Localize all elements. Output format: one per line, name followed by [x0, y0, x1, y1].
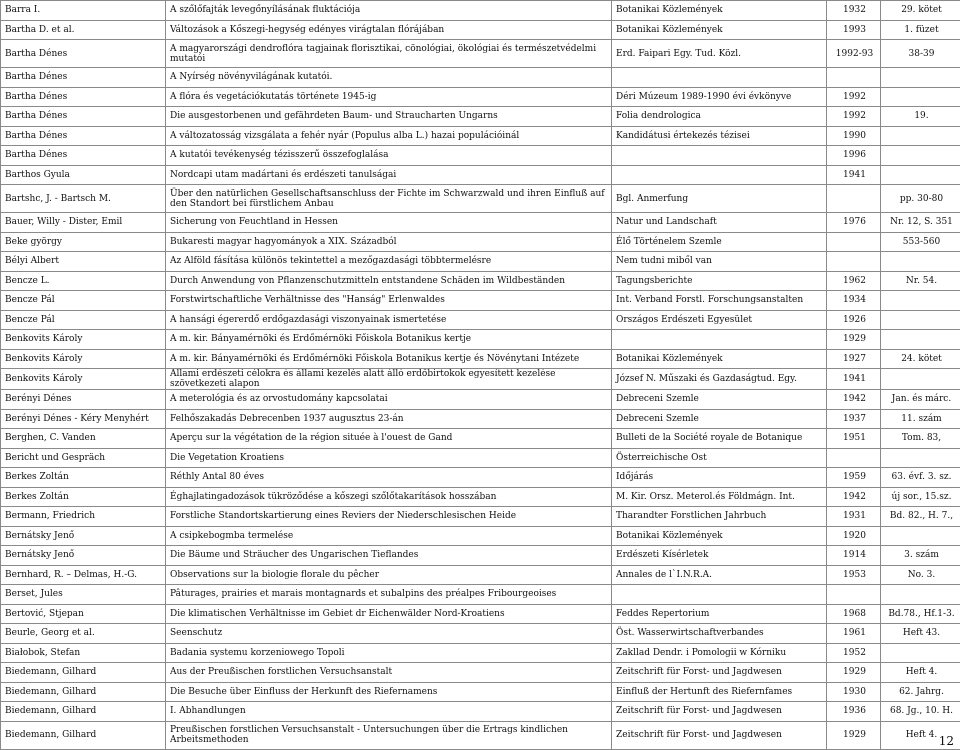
volume-cell: Bd.78., Hf.1-3. — [881, 604, 960, 624]
author-cell: Bartha D. et al. — [1, 20, 166, 40]
source-cell: Tagungsberichte — [612, 271, 827, 291]
source-cell: Botanikai Közlemények — [612, 349, 827, 369]
author-cell: Bartha Dénes — [1, 68, 166, 88]
volume-cell: 11. szám — [881, 409, 960, 429]
title-cell: Aperçu sur la végétation de la région située à l'ouest de Gand — [166, 429, 612, 449]
table-row — [1, 526, 960, 546]
volume-cell — [881, 310, 960, 330]
volume-cell — [881, 585, 960, 605]
title-cell: Die Besuche über Einfluss der Herkunft des Riefernamens — [166, 682, 612, 702]
year-cell: 1992-93 — [827, 40, 881, 68]
author-cell: Berényi Dénes — [1, 390, 166, 410]
table-row — [1, 107, 960, 127]
title-cell: Badania systemu korzeniowego Topoli — [166, 643, 612, 663]
table-row — [1, 643, 960, 663]
table-row — [1, 369, 960, 390]
volume-cell — [881, 87, 960, 107]
year-cell: 1936 — [827, 702, 881, 722]
title-cell: A csipkebogmba termelése — [166, 526, 612, 546]
year-cell: 1996 — [827, 146, 881, 166]
year-cell — [827, 185, 881, 213]
volume-cell — [881, 165, 960, 185]
author-cell: Bermann, Friedrich — [1, 507, 166, 527]
source-cell — [612, 146, 827, 166]
volume-cell: Nr. 54. — [881, 271, 960, 291]
table-row — [1, 390, 960, 410]
author-cell: Bartha Dénes — [1, 126, 166, 146]
volume-cell: Bd. 82., H. 7., — [881, 507, 960, 527]
table-row — [1, 682, 960, 702]
author-cell: Benkovits Károly — [1, 330, 166, 350]
table-row — [1, 330, 960, 350]
title-cell: Réthly Antal 80 éves — [166, 468, 612, 488]
title-cell: A változatosság vizsgálata a fehér nyár (Populus alba L.) hazai populációinál — [166, 126, 612, 146]
year-cell: 1932 — [827, 1, 881, 21]
author-cell: Berkes Zoltán — [1, 487, 166, 507]
source-cell — [612, 165, 827, 185]
author-cell: Bernhard, R. – Delmas, H.-G. — [1, 565, 166, 585]
year-cell: 1929 — [827, 663, 881, 683]
table-row — [1, 487, 960, 507]
table-row — [1, 146, 960, 166]
year-cell: 1929 — [827, 721, 881, 749]
volume-cell: Nr. 12, S. 351 — [881, 213, 960, 233]
title-cell: A kutatói tevékenység tézisszerű összefoglalása — [166, 146, 612, 166]
year-cell: 1951 — [827, 429, 881, 449]
title-cell: A m. kir. Bányamérnöki és Erdőmérnöki Főiskola Botanikus kertje és Növénytani Intézete — [166, 349, 612, 369]
source-cell: Debreceni Szemle — [612, 409, 827, 429]
year-cell: 1993 — [827, 20, 881, 40]
source-cell: Botanikai Közlemények — [612, 526, 827, 546]
author-cell: Białobok, Stefan — [1, 643, 166, 663]
volume-cell: új sor., 15.sz. — [881, 487, 960, 507]
year-cell: 1937 — [827, 409, 881, 429]
year-cell: 1992 — [827, 87, 881, 107]
year-cell: 1962 — [827, 271, 881, 291]
volume-cell — [881, 68, 960, 88]
author-cell: Berghen, C. Vanden — [1, 429, 166, 449]
title-cell: Die Vegetation Kroatiens — [166, 448, 612, 468]
title-cell: I. Abhandlungen — [166, 702, 612, 722]
volume-cell: 553-560 — [881, 232, 960, 252]
title-cell: A szőlőfajták levegőnyílásának fluktációja — [166, 1, 612, 21]
title-cell: Bukaresti magyar hagyományok a XIX. Századból — [166, 232, 612, 252]
volume-cell: 68. Jg., 10. H. — [881, 702, 960, 722]
year-cell: 1931 — [827, 507, 881, 527]
year-cell: 1941 — [827, 369, 881, 390]
author-cell: Benkovits Károly — [1, 349, 166, 369]
year-cell — [827, 585, 881, 605]
volume-cell: 3. szám — [881, 546, 960, 566]
volume-cell — [881, 126, 960, 146]
source-cell — [612, 330, 827, 350]
volume-cell: No. 3. — [881, 565, 960, 585]
table-row — [1, 604, 960, 624]
year-cell: 1990 — [827, 126, 881, 146]
title-cell: Pâturages, prairies et marais montagnards et subalpins des préalpes Fribourgeoises — [166, 585, 612, 605]
author-cell: Barthos Gyula — [1, 165, 166, 185]
title-cell: A flóra és vegetációkutatás története 1945-ig — [166, 87, 612, 107]
table-row — [1, 185, 960, 213]
title-cell: Sicherung von Feuchtland in Hessen — [166, 213, 612, 233]
title-cell: Állami erdészeti célokra és állami kezelés alatt álló erdőbirtokok egyesített kezelése szövetkezeti alapon — [166, 369, 612, 390]
author-cell: Biedemann, Gilhard — [1, 682, 166, 702]
source-cell: Folia dendrologica — [612, 107, 827, 127]
author-cell: Bencze Pál — [1, 291, 166, 311]
title-cell: Die klimatischen Verhältnisse im Gebiet dr Eichenwälder Nord-Kroatiens — [166, 604, 612, 624]
table-row — [1, 232, 960, 252]
table-row — [1, 721, 960, 749]
year-cell — [827, 232, 881, 252]
volume-cell: 29. kötet — [881, 1, 960, 21]
year-cell: 1941 — [827, 165, 881, 185]
source-cell: Annales de l`I.N.R.A. — [612, 565, 827, 585]
title-cell: A hansági égererdő erdőgazdasági viszonyainak ismertetése — [166, 310, 612, 330]
title-cell: Die Bäume und Sträucher des Ungarischen Tieflandes — [166, 546, 612, 566]
author-cell: Bericht und Gespräch — [1, 448, 166, 468]
table-row — [1, 213, 960, 233]
table-row — [1, 546, 960, 566]
title-cell: Über den natürlichen Gesellschaftsanschluss der Fichte im Schwarzwald und ihren Einfluß auf den Standort bei fürstlichem Anbau — [166, 185, 612, 213]
source-cell: Erd. Faipari Egy. Tud. Közl. — [612, 40, 827, 68]
author-cell: Biedemann, Gilhard — [1, 721, 166, 749]
author-cell: Bartha Dénes — [1, 107, 166, 127]
source-cell: Debreceni Szemle — [612, 390, 827, 410]
source-cell: Bgl. Anmerfung — [612, 185, 827, 213]
source-cell: Kandidátusi értekezés tézisei — [612, 126, 827, 146]
source-cell: Zakllad Dendr. i Pomologii w Kórniku — [612, 643, 827, 663]
title-cell: Die ausgestorbenen und gefährdeten Baum- und Straucharten Ungarns — [166, 107, 612, 127]
title-cell: Az Alföld fásítása különös tekintettel a mezőgazdasági többtermelésre — [166, 252, 612, 272]
source-cell — [612, 585, 827, 605]
author-cell: Beke györgy — [1, 232, 166, 252]
table-row — [1, 310, 960, 330]
author-cell: Bartshc, J. - Bartsch M. — [1, 185, 166, 213]
title-cell: A Nyírség növényvilágának kutatói. — [166, 68, 612, 88]
table-row — [1, 126, 960, 146]
table-row — [1, 40, 960, 68]
author-cell: Bartha Dénes — [1, 146, 166, 166]
source-cell: Zeitschrift für Forst- und Jagdwesen — [612, 721, 827, 749]
source-cell: Erdészeti Kísérletek — [612, 546, 827, 566]
table-row — [1, 624, 960, 644]
volume-cell — [881, 369, 960, 390]
volume-cell: Heft 43. — [881, 624, 960, 644]
volume-cell: 63. évf. 3. sz. — [881, 468, 960, 488]
year-cell — [827, 252, 881, 272]
source-cell: Österreichische Ost — [612, 448, 827, 468]
source-cell: Feddes Repertorium — [612, 604, 827, 624]
source-cell: Déri Múzeum 1989-1990 évi évkönyve — [612, 87, 827, 107]
table-row — [1, 507, 960, 527]
source-cell: Tharandter Forstlichen Jahrbuch — [612, 507, 827, 527]
source-cell: M. Kir. Orsz. Meterol.és Földmágn. Int. — [612, 487, 827, 507]
year-cell: 1992 — [827, 107, 881, 127]
year-cell: 1976 — [827, 213, 881, 233]
volume-cell: 24. kötet — [881, 349, 960, 369]
year-cell: 1914 — [827, 546, 881, 566]
year-cell: 1961 — [827, 624, 881, 644]
title-cell: Preußischen forstlichen Versuchsanstalt - Untersuchungen über die Ertrags kindlichen Arbeitsmethoden — [166, 721, 612, 749]
year-cell: 1942 — [827, 487, 881, 507]
volume-cell: Heft 4. — [881, 721, 960, 749]
volume-cell: 19. — [881, 107, 960, 127]
table-row — [1, 448, 960, 468]
volume-cell — [881, 146, 960, 166]
title-cell: A magyarországi dendroflóra tagjainak florisztikai, cönológiai, ökológiai és természetvédelmi mutatói — [166, 40, 612, 68]
title-cell: Seenschutz — [166, 624, 612, 644]
author-cell: Barra I. — [1, 1, 166, 21]
table-row — [1, 1, 960, 21]
volume-cell: Tom. 83, — [881, 429, 960, 449]
source-cell: Natur und Landschaft — [612, 213, 827, 233]
author-cell: Bartha Dénes — [1, 87, 166, 107]
author-cell: Bartha Dénes — [1, 40, 166, 68]
author-cell: Bernátsky Jenő — [1, 546, 166, 566]
source-cell: Bulleti de la Société royale de Botanique — [612, 429, 827, 449]
volume-cell: Jan. és márc. — [881, 390, 960, 410]
title-cell: Forstliche Standortskartierung eines Reviers der Niederschlesischen Heide — [166, 507, 612, 527]
table-row — [1, 468, 960, 488]
volume-cell: pp. 30-80 — [881, 185, 960, 213]
volume-cell — [881, 330, 960, 350]
author-cell: Berkes Zoltán — [1, 468, 166, 488]
author-cell: Benkovits Károly — [1, 369, 166, 390]
title-cell: Felhőszakadás Debrecenben 1937 augusztus 23-án — [166, 409, 612, 429]
year-cell: 1926 — [827, 310, 881, 330]
author-cell: Biedemann, Gilhard — [1, 702, 166, 722]
year-cell: 1959 — [827, 468, 881, 488]
source-cell: Élő Történelem Szemle — [612, 232, 827, 252]
bibliography-rows — [1, 1, 960, 750]
year-cell — [827, 68, 881, 88]
title-cell: Változások a Kőszegi-hegység edényes virágtalan flórájában — [166, 20, 612, 40]
title-cell: A meterológia és az orvostudomány kapcsolatai — [166, 390, 612, 410]
table-row — [1, 87, 960, 107]
author-cell: Biedemann, Gilhard — [1, 663, 166, 683]
year-cell: 1930 — [827, 682, 881, 702]
source-cell: Időjárás — [612, 468, 827, 488]
source-cell: József N. Műszaki és Gazdaságtud. Egy. — [612, 369, 827, 390]
source-cell: Botanikai Közlemények — [612, 20, 827, 40]
volume-cell: Heft 4. — [881, 663, 960, 683]
table-row — [1, 271, 960, 291]
table-row — [1, 585, 960, 605]
table-row — [1, 702, 960, 722]
year-cell: 1920 — [827, 526, 881, 546]
source-cell — [612, 68, 827, 88]
volume-cell — [881, 643, 960, 663]
table-row — [1, 252, 960, 272]
volume-cell: 62. Jahrg. — [881, 682, 960, 702]
title-cell: Aus der Preußischen forstlichen Versuchsanstalt — [166, 663, 612, 683]
year-cell: 1927 — [827, 349, 881, 369]
title-cell: Forstwirtschaftliche Verhältnisse des "Hanság" Erlenwaldes — [166, 291, 612, 311]
author-cell: Bencze Pál — [1, 310, 166, 330]
year-cell — [827, 448, 881, 468]
table-row — [1, 663, 960, 683]
source-cell: Országos Erdészeti Egyesület — [612, 310, 827, 330]
author-cell: Berset, Jules — [1, 585, 166, 605]
table-row — [1, 565, 960, 585]
volume-cell — [881, 291, 960, 311]
volume-cell — [881, 526, 960, 546]
year-cell: 1934 — [827, 291, 881, 311]
year-cell: 1942 — [827, 390, 881, 410]
author-cell: Bencze L. — [1, 271, 166, 291]
source-cell: Öst. Wasserwirtschaftverbandes — [612, 624, 827, 644]
table-row — [1, 165, 960, 185]
source-cell: Nem tudni miből van — [612, 252, 827, 272]
source-cell: Einfluß der Hertunft des Riefernfames — [612, 682, 827, 702]
year-cell: 1968 — [827, 604, 881, 624]
year-cell: 1929 — [827, 330, 881, 350]
title-cell: Nordcapi utam madártani és erdészeti tanulságai — [166, 165, 612, 185]
source-cell: Zeitschrift für Forst- und Jagdwesen — [612, 663, 827, 683]
author-cell: Berényi Dénes - Kéry Menyhért — [1, 409, 166, 429]
author-cell: Bélyi Albert — [1, 252, 166, 272]
author-cell: Bertović, Stjepan — [1, 604, 166, 624]
source-cell: Int. Verband Forstl. Forschungsanstalten — [612, 291, 827, 311]
title-cell: Éghajlatingadozások tükröződése a kőszegi szőlőtakarítások hosszában — [166, 487, 612, 507]
year-cell: 1953 — [827, 565, 881, 585]
volume-cell: 38-39 — [881, 40, 960, 68]
table-row — [1, 20, 960, 40]
title-cell: Durch Anwendung von Pflanzenschutzmitteln entstandene Schäden im Wildbeständen — [166, 271, 612, 291]
table-row — [1, 291, 960, 311]
table-row — [1, 349, 960, 369]
volume-cell: 1. füzet — [881, 20, 960, 40]
year-cell: 1952 — [827, 643, 881, 663]
volume-cell — [881, 448, 960, 468]
title-cell: A m. kir. Bányamérnöki és Erdőmérnöki Főiskola Botanikus kertje — [166, 330, 612, 350]
author-cell: Beurle, Georg et al. — [1, 624, 166, 644]
table-row — [1, 429, 960, 449]
author-cell: Bernátsky Jenő — [1, 526, 166, 546]
table-row — [1, 409, 960, 429]
source-cell: Botanikai Közlemények — [612, 1, 827, 21]
source-cell: Zeitschrift für Forst- und Jagdwesen — [612, 702, 827, 722]
title-cell: Observations sur la biologie florale du pêcher — [166, 565, 612, 585]
volume-cell — [881, 252, 960, 272]
table-row — [1, 68, 960, 88]
author-cell: Bauer, Willy - Dister, Emil — [1, 213, 166, 233]
page-number: 12 — [939, 734, 954, 748]
